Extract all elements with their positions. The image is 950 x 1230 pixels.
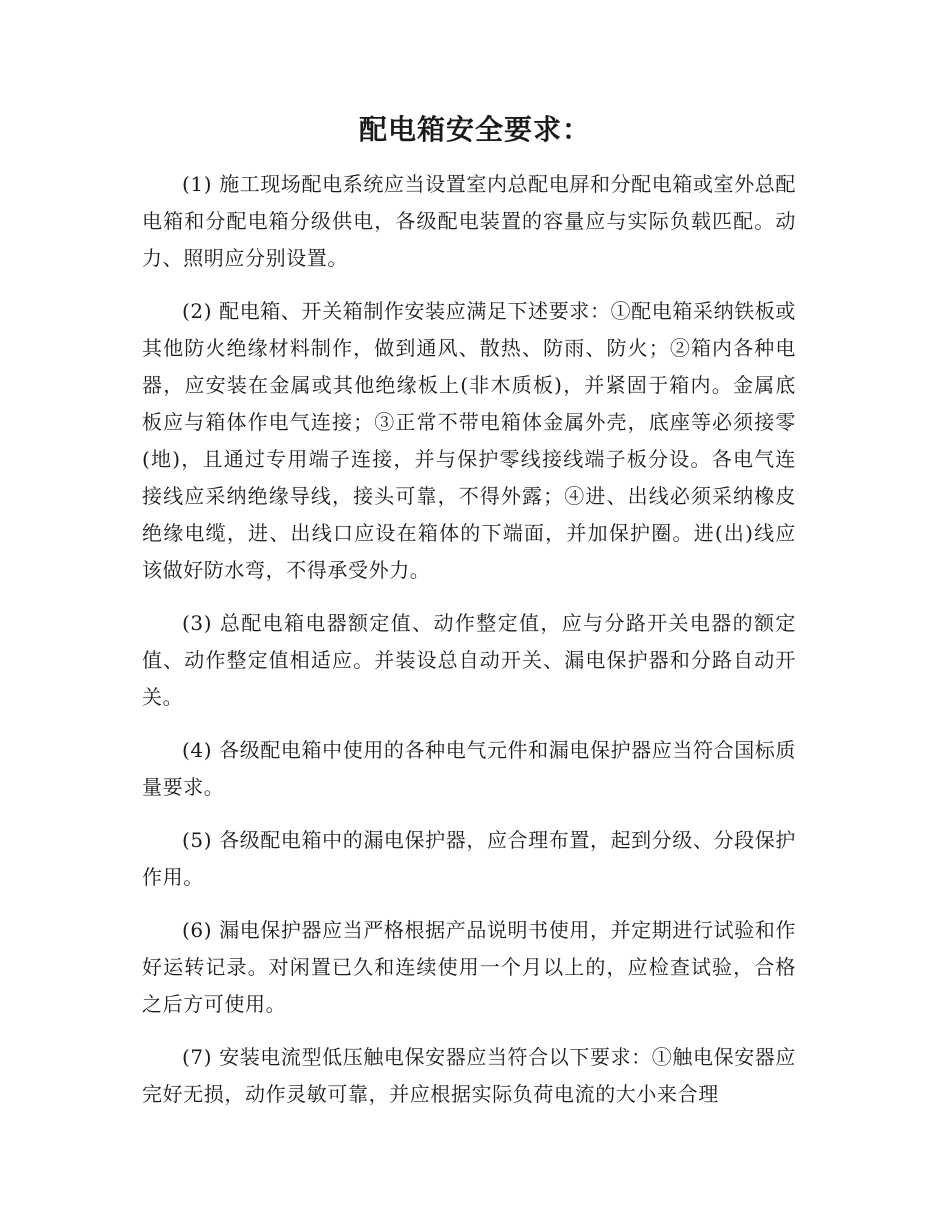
paragraph-3: (3) 总配电箱电器额定值、动作整定值，应与分路开关电器的额定值、动作整定值相适应。并装设总自动开关、漏电保护器和分路自动开关。 — [142, 611, 796, 709]
paragraph-2: (2) 配电箱、开关箱制作安装应满足下述要求：①配电箱采纳铁板或其他防火绝缘材料制作，做到通风、散热、防雨、防火；②箱内各种电器，应安装在金属或其他绝缘板上(非木质板)，并紧固于箱内。金属底板应与箱体作电气连接；③正常不带电箱体金属外壳，底座等必须接零(地)，且通过专用端子连接，并与保护零线接线端子板分设。各电气连接线应采纳绝缘导线，接头可靠，不得外露；④进、出线必须采纳橡皮绝缘电缆，进、出线口应设在箱体的下端面，并加保护圈。进(出)线应该做好防水弯，不得承受外力。 — [142, 299, 796, 582]
paragraph-5: (5) 各级配电箱中的漏电保护器，应合理布置，起到分级、分段保护作用。 — [142, 828, 796, 889]
page-title: 配电箱安全要求： — [358, 113, 591, 146]
paragraph-1: (1) 施工现场配电系统应当设置室内总配电屏和分配电箱或室外总配电箱和分配电箱分级供电，各级配电装置的容量应与实际负载匹配。动力、照明应分别设置。 — [142, 172, 796, 270]
paragraph-6: (6) 漏电保护器应当严格根据产品说明书使用，并定期进行试验和作好运转记录。对闲置已久和连续使用一个月以上的，应检查试验，合格之后方可使用。 — [142, 918, 796, 1016]
paragraph-4: (4) 各级配电箱中使用的各种电气元件和漏电保护器应当符合国标质量要求。 — [142, 738, 796, 799]
paragraph-7: (7) 安装电流型低压触电保安器应当符合以下要求：①触电保安器应完好无损，动作灵敏可靠，并应根据实际负荷电流的大小来合理 — [142, 1045, 796, 1106]
document-body — [142, 166, 796, 1129]
